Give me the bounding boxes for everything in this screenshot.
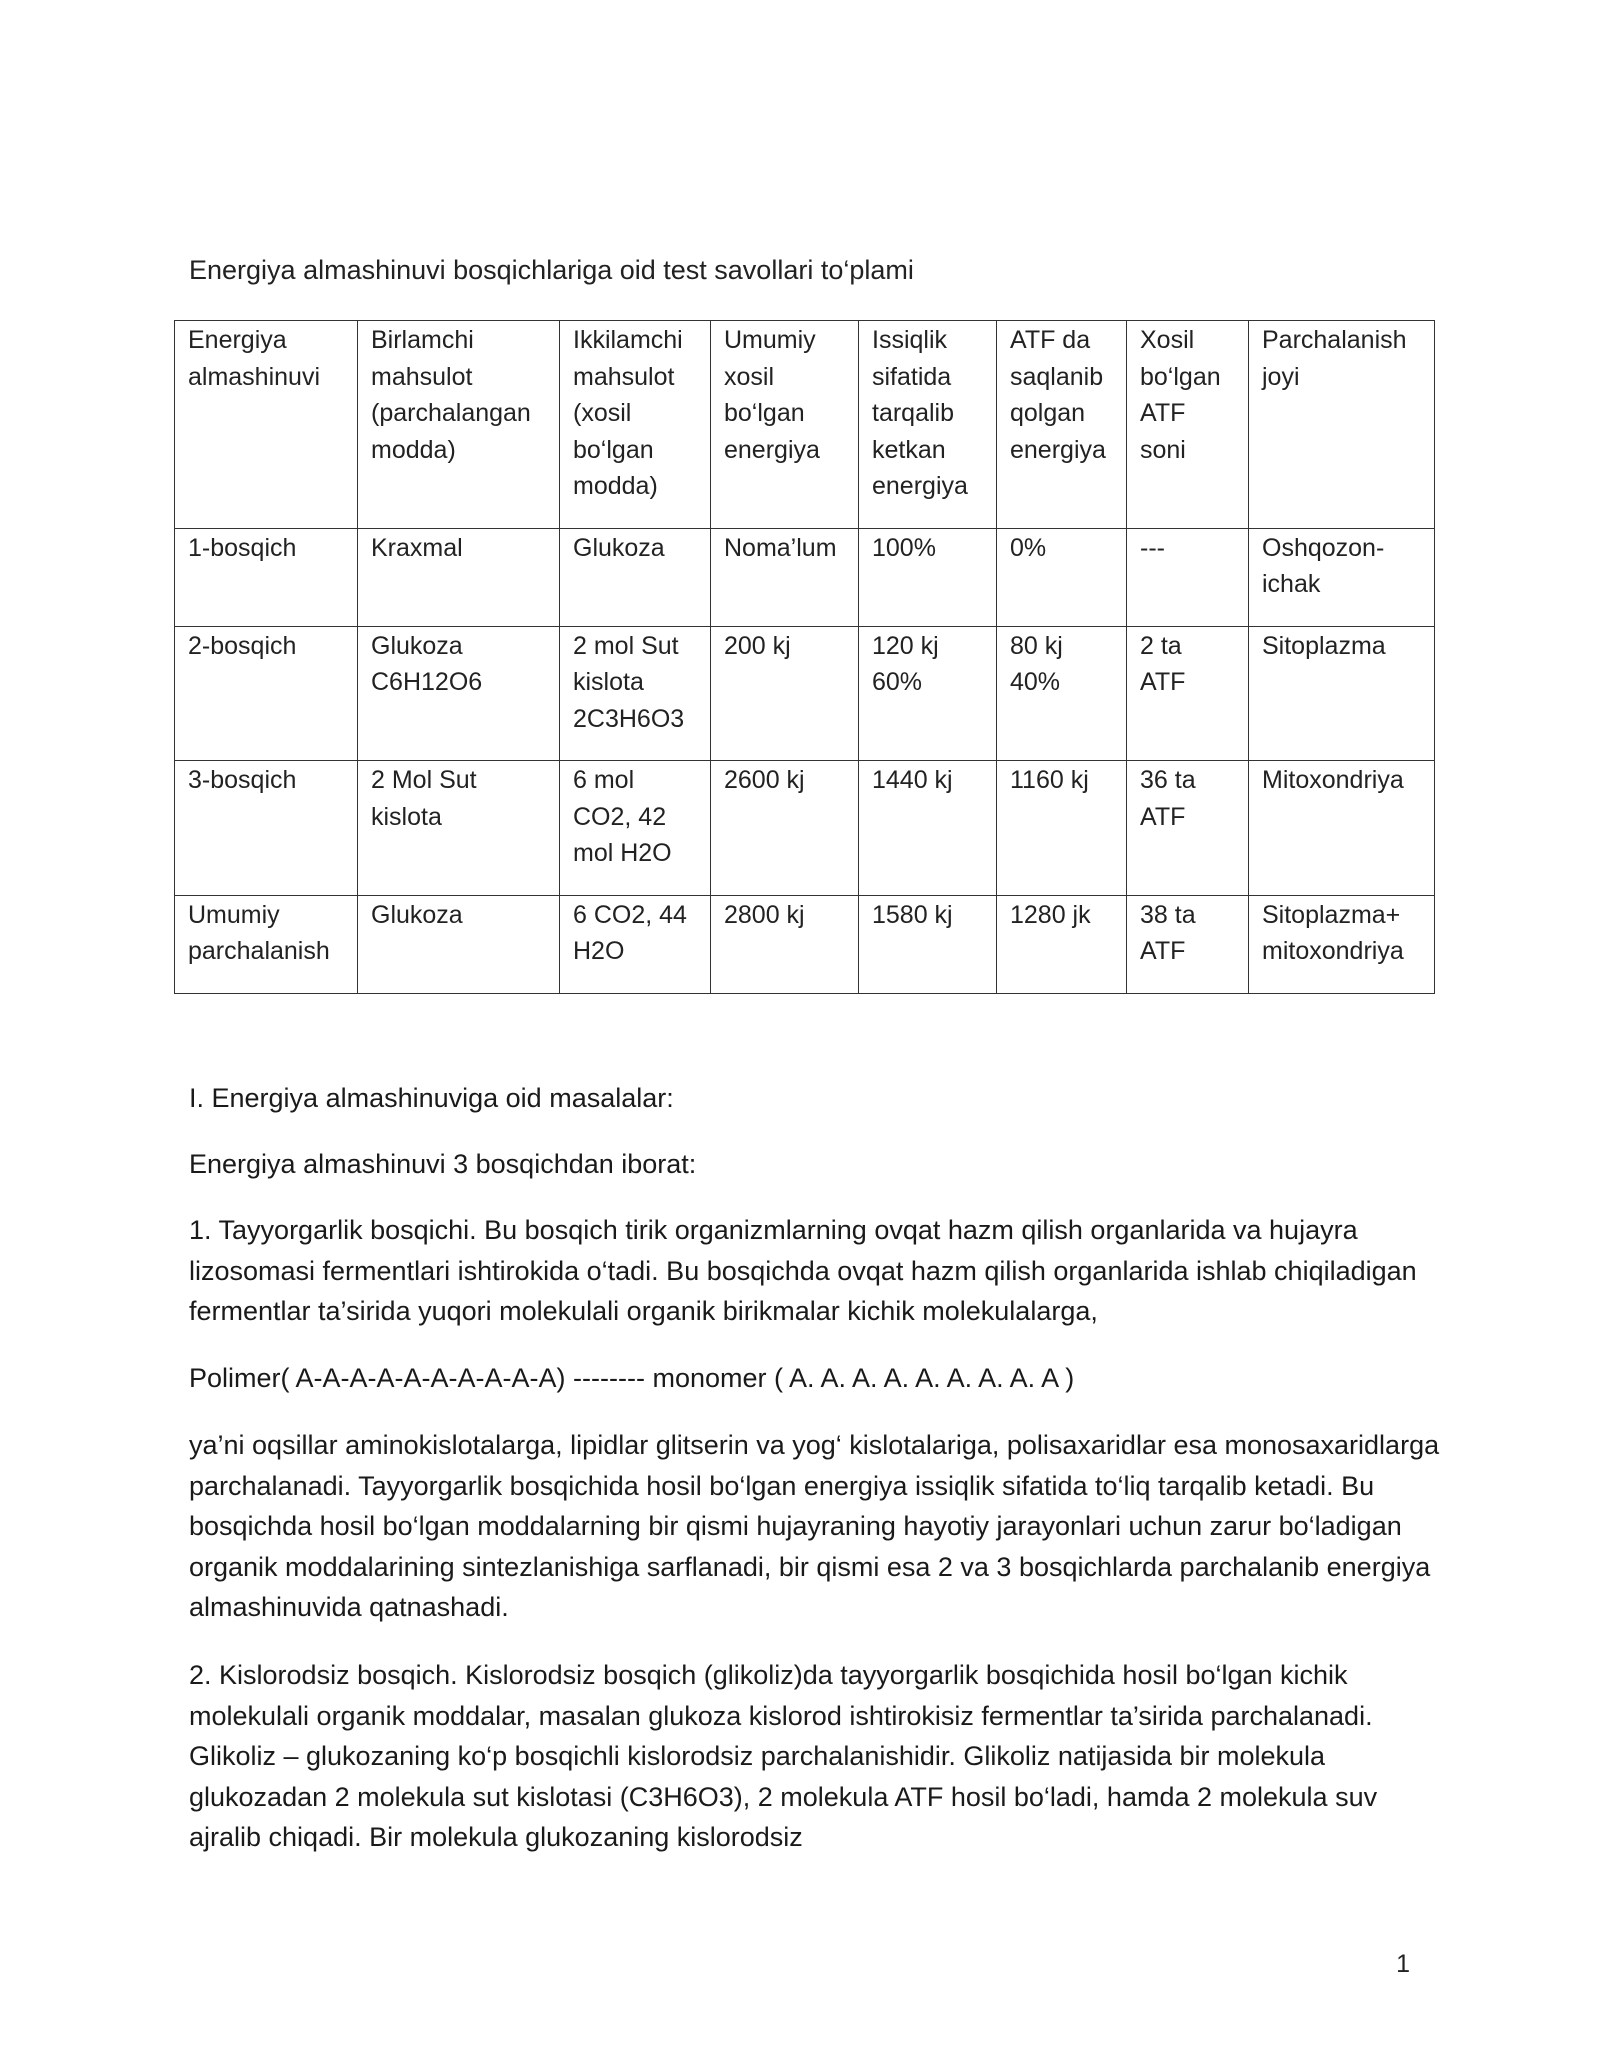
table-cell: Mitoxondriya (1249, 761, 1435, 896)
table-cell: 6 mol CO2, 42 mol H2O (560, 761, 711, 896)
table-cell: 1440 kj (859, 761, 997, 896)
table-cell: 0% (997, 528, 1127, 626)
table-row (175, 761, 1435, 896)
table-cell: 120 kj 60% (859, 626, 997, 761)
paragraph-preparation-stage: 1. Tayyorgarlik bosqichi. Bu bosqich tirik organizmlarning ovqat hazm qilish organlarida va hujayra lizosomasi fermentlari ishtirokida o‘tadi. Bu bosqichda ovqat hazm qilish organlarida ishlab chiqiladigan fermentlar ta’sirida yuqori molekulali organik birikmalar kichik molekulalarga, (189, 1215, 1417, 1326)
document-title: Energiya almashinuvi bosqichlariga oid test savollari to‘plami (189, 255, 914, 285)
table-cell: 3-bosqich (175, 761, 358, 896)
table-row (175, 528, 1435, 626)
table-cell: 2-bosqich (175, 626, 358, 761)
table-cell: 200 kj (711, 626, 859, 761)
header-cell: Ikkilamchi mahsulot (xosil bo‘lgan modda) (560, 321, 711, 529)
header-cell: Energiya almashinuvi (175, 321, 358, 529)
table-cell: 2600 kj (711, 761, 859, 896)
table-cell: Sitoplazma+ mitoxondriya (1249, 895, 1435, 993)
table-cell: 2800 kj (711, 895, 859, 993)
table-row (175, 895, 1435, 993)
table-cell: 36 ta ATF (1127, 761, 1249, 896)
table-cell: 38 ta ATF (1127, 895, 1249, 993)
table-cell: 1160 kj (997, 761, 1127, 896)
header-cell: Xosil bo‘lgan ATF soni (1127, 321, 1249, 529)
table-cell: 2 ta ATF (1127, 626, 1249, 761)
header-cell: Parchalanish joyi (1249, 321, 1435, 529)
table-cell: Glukoza (560, 528, 711, 626)
table-cell: Sitoplazma (1249, 626, 1435, 761)
table-cell: 1280 jk (997, 895, 1127, 993)
table-cell: 1-bosqich (175, 528, 358, 626)
paragraph-anaerobic-stage: 2. Kislorodsiz bosqich. Kislorodsiz bosqich (glikoliz)da tayyorgarlik bosqichida hosil bo‘lgan kichik molekulali organik moddalar, masalan glukoza kislorod ishtirokisiz fermentlar ta’sirida parchalanadi. Glikoliz – glukozaning ko‘p bosqichli kislorodsiz parchalanishidir. Glikoliz natijasida bir molekula glukozadan 2 molekula sut kislotasi (C3H6O3), 2 molekula ATF hosil bo‘ladi, hamda 2 molekula suv ajralib chiqadi. Bir molekula glukozaning kislorodsiz (189, 1660, 1378, 1852)
table-cell: Umumiy parchalanish (175, 895, 358, 993)
table-cell: 2 Mol Sut kislota (358, 761, 560, 896)
table-cell: Glukoza (358, 895, 560, 993)
energy-exchange-table (174, 320, 1435, 994)
header-cell: ATF da saqlanib qolgan energiya (997, 321, 1127, 529)
polymer-formula: Polimer( A-A-A-A-A-A-A-A-A-A) -------- monomer ( A. A. A. A. A. A. A. A. A ) (189, 1363, 1075, 1393)
table-header-row (175, 321, 1435, 529)
table-cell: Kraxmal (358, 528, 560, 626)
table-cell: --- (1127, 528, 1249, 626)
header-cell: Issiqlik sifatida tarqalib ketkan energiya (859, 321, 997, 529)
paragraph-preparation-details: ya’ni oqsillar aminokislotalarga, lipidlar glitserin va yog‘ kislotalariga, polisaxaridlar esa monosaxaridlarga parchalanadi. Tayyorgarlik bosqichida hosil bo‘lgan energiya issiqlik sifatida to‘liq tarqalib ketadi. Bu bosqichda hosil bo‘lgan moddalarning bir qismi hujayraning hayotiy jarayonlari uchun zarur bo‘ladigan organik moddalarining sintezlanishiga sarflanadi, bir qismi esa 2 va 3 bosqichlarda parchalanib energiya almashinuvida qatnashadi. (189, 1430, 1440, 1622)
header-cell: Birlamchi mahsulot (parchalangan modda) (358, 321, 560, 529)
table-cell: Glukoza C6H12O6 (358, 626, 560, 761)
section-heading: I. Energiya almashinuviga oid masalalar: (189, 1083, 674, 1113)
table-cell: Noma’lum (711, 528, 859, 626)
table-row (175, 626, 1435, 761)
table-cell: 6 CO2, 44 H2O (560, 895, 711, 993)
table-cell: 100% (859, 528, 997, 626)
page-number: 1 (1396, 1950, 1410, 1978)
header-cell: Umumiy xosil bo‘lgan energiya (711, 321, 859, 529)
table-cell: 2 mol Sut kislota 2C3H6O3 (560, 626, 711, 761)
table-cell: 80 kj 40% (997, 626, 1127, 761)
table-cell: Oshqozon- ichak (1249, 528, 1435, 626)
table-cell: 1580 kj (859, 895, 997, 993)
section-intro: Energiya almashinuvi 3 bosqichdan iborat: (189, 1149, 697, 1179)
